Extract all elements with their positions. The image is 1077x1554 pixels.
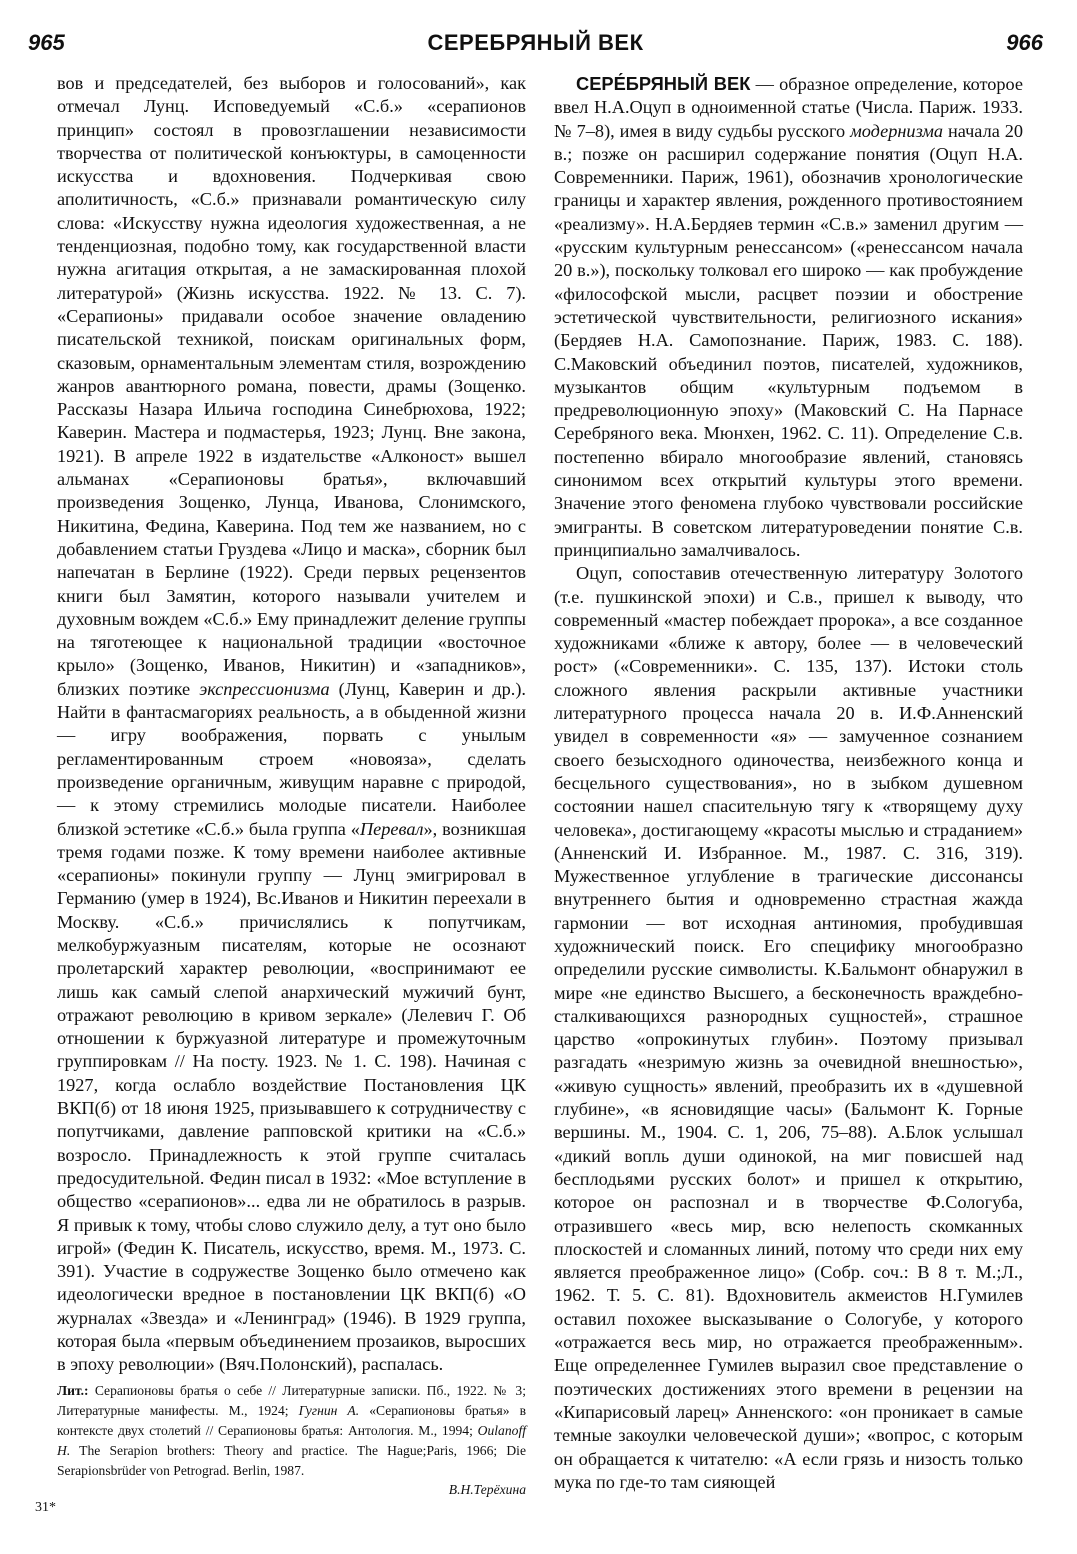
author-name: Oulanoff H. [57,1422,526,1458]
term-link: Перевал [359,818,424,839]
text-run: вов и председателей, без выборов и голосований», как отмечал Лунц. Исповедуемый «С.б.» «серапионов принцип» состоял в провозглашении независимости творчества от политической конъюктуры, в самоценности искусства и вдохновения. Подчеркивая свою аполитичность, «С.б.» признавали романтическую силу слова: «Искусству нужна идеология художественная, а не тенденциозная, подобно тому, как государственной власти нужна агитация открытая, а не замаскированная плохой литературой» (Жизнь искусства. 1922. № 13. С. 7). «Серапионы» придавали особое значение овладению писательской техникой, поискам оригинальных форм, сказовым, орнаментальным элементам стиля, возрождению жанров авантюрного романа, повести, драмы (Зощенко. Рассказы Назара Ильича господина Синебрюхова, 1922; Каверин. Мастера и подмастерья, 1923; Лунц. Вне закона, 1921). В апреле 1922 в издательстве «Алконост» вышел альманах «Серапионовы братья», включавший произведения Зощенко, Лунца, Иванова, Слонимского, Никитина, Федина, Каверина. Под тем же названием, но с добавлением статьи Груздева «Лицо и маска», сборник был напечатан в Берлине (1922). Среди первых рецензентов книги был Замятин, которого называли учителем и духовным вождем «С.б.» Ему принадлежит деление группы на тяготеющее к национальной традиции «восточное крыло» (Зощенко, Иванов, Никитин) и «западников», близких поэтике [57,73,526,699]
page-header [28,30,1043,60]
literature-list [57,1381,526,1481]
text-run: (Лунц, Каверин и др.). Найти в фантасмагориях реальность, а в обыденной жизни — игру воображения, порвать с унылым регламентированным строем «новояза», сделать произведение органичным, живущим наравне с природой, — к этому стремились молодые писатели. Наиболее близкой эстетике «С.б.» была группа « [57,678,526,839]
entry-headword: СЕРЕ́БРЯНЫЙ ВЕК [576,73,751,94]
term-link: экспрессионизма [199,678,330,699]
left-paragraph [57,72,526,1377]
entry-paragraph [554,72,1023,562]
text-run: — образное определение, которое ввел Н.А.Оцуп в одноименной статье (Числа. Париж. 1933. № 7–8), имея в виду судьбы русского [554,74,1024,141]
text-run: начала 20 в.; позже он расширил содержание понятия (Оцуп Н.А. Современники. Париж, 1961), обозначив хронологические границы и характер явления, рожденного противостоянием «реализму». Н.А.Бердяев термин «С.в.» заменил другим — «русским культурным ренессансом» («ренессансом начала 20 в.»), поскольку толковал его широко — как пробуждение «философской мысли, расцвет поэзии и обострение эстетической чувствительности, религиозного искания» (Бердяев Н.А. Самопознание. Париж, 1983. С. 188). С.Маковский объединил поэтов, писателей, художников, музыкантов общим «культурным подъемом в предреволюционную эпоху» (Маковский С. На Парнасе Серебряного века. Мюнхен, 1962. С. 11). Определение С.в. постепенно вбирало многообразие явлений, становясь синонимом всех открытий культуры этого времени. Значение этого феномена глубоко чувствовали российские эмигранты. В советском литературоведении понятие С.в. принципиально замалчивалось. [554,120,1023,560]
text-run: The Serapion brothers: Theory and practice. The Hague;Paris, 1966; Die Serapionsbrüder von Petrograd. Berlin, 1987. [57,1442,526,1478]
printer-signature: 31* [35,1500,56,1515]
term-link: модернизма [850,120,944,141]
article-author: В.Н.Терёхина [448,1481,526,1497]
right-column [554,72,1023,1494]
running-title: СЕРЕБРЯНЫЙ ВЕК [427,30,644,55]
entry-paragraph: Оцуп, сопоставив отечественную литературу Золотого (т.е. пушкинской эпохи) и С.в., пришел к выводу, что современный «мастер побеждает пророка», а все созданное художниками «ближе к автору, более — в человеческий рост» («Современники». С. 135, 137). Истоки столь сложного явления раскрыли активные участники литературного процесса начала 20 в. И.Ф.Анненский увидел в современности «я» — замученное сознанием своего безысходного одиночества, неизбежного конца и бесцельного существования», но в зыбком душевном состоянии нашел спасительную тягу к «творящему духу человека», достигающему «красоты мыслью и страданием» (Анненский И. Избранное. М., 1987. С. 316, 319). Мужественное углубление в трагические диссонансы внутреннего бытия и одновременно страстная жажда гармонии — вот исходная антиномия, пробудившая художнический поиск. Его специфику многообразно определили русские символисты. К.Бальмонт обнаружил в мире «не единство Высшего, а бесконечность враждебно-сталкивающихся разнородных сущностей», страшное царство «опрокинутых глубин». Поэтому призывал разгадать «незримую жизнь за очевидной внешностью», «живую сущность» явлений, преобразить их в «душевной глубине», «в ясновидящие часы» (Бальмонт К. Горные вершины. М., 1904. С. 1, 206, 75–88). А.Блок услышал «дикий вопль души одинокой, на миг повисшей над бесплодьями русских болот» и пришел к открытию, которое он распознал и в творчестве Ф.Сологуба, отразившего «весь мир, всю нелепость скомканных плоскостей и сломанных линий, потому что среди них ему является преображенное лицо» (Собр. соч.: В 8 т. М.;Л., 1962. Т. 5. С. 81). Вдохновитель акмеистов Н.Гумилев оставил похожее высказывание о Сологубе, у которого «отражается весь мир, но отражается преображенным». Еще определеннее Гумилев выразил свое представление о поэтических достижениях этого времени в рецензии на «Кипарисовый ларец» Анненского: «он проникает в самые темные закоулки человеческой души»; «вопрос, с которым он обращается к читателю: «А если грязь и низость только мука по где-то там сияющей [554,563,1023,1492]
text-run: «Серапионовы братья» в контексте двух столетий // Серапионовы братья: Антология. М., 1994; [57,1402,526,1438]
left-column [57,72,526,1499]
left-page-number: 965 [28,30,65,55]
text-run: Серапионовы братья о себе // Литературные записки. Пб., 1922. № 3; Литературные манифесты. М., 1924; [57,1382,526,1418]
right-page-number: 966 [1006,30,1043,55]
text-run: », возникшая тремя годами позже. К тому времени наиболее активные «серапионы» покинули группу — Лунц эмигрировал в Германию (умер в 1924), Вс.Иванов и Никитин переехали в Москву. «С.б.» причислялись к попутчикам, мелкобуржуазным писателям, которые не осознают пролетарский характер революции, «воспринимают ее лишь как самый слепой анархический мужичий бунт, отражают революцию в кривом зеркале» (Лелевич Г. Об отношении к буржуазной литературе и промежуточным группировкам // На посту. 1923. № 1. С. 198). Начиная с 1927, когда ослабло воздействие Постановления ЦК ВКП(б) от 18 июня 1925, призывавшего к сотрудничеству с попутчиками, давление рапповской критики на «С.б.» возросло. Принадлежность к этой группе считалась предосудительной. Федин писал в 1932: «Мое вступление в общество «серапионов»... едва ли не обратилось в разрыв. Я привык к тому, чтобы слово служило делу, а тут оно было игрой» (Федин К. Писатель, искусство, время. М., 1973. С. 391). Участие в содружестве Зощенко было отмечено как идеологически вредное в постановлении ЦК ВКП(б) «О журналах «Звезда» и «Ленинград» (1946). В 1929 группа, которая была «первым объединением прозаиков, выросших в эпоху революции» (Вяч.Полонский), распалась. [57,818,526,1375]
author-name: Гугнин А. [298,1402,360,1418]
literature-label: Лит.: [57,1382,89,1398]
